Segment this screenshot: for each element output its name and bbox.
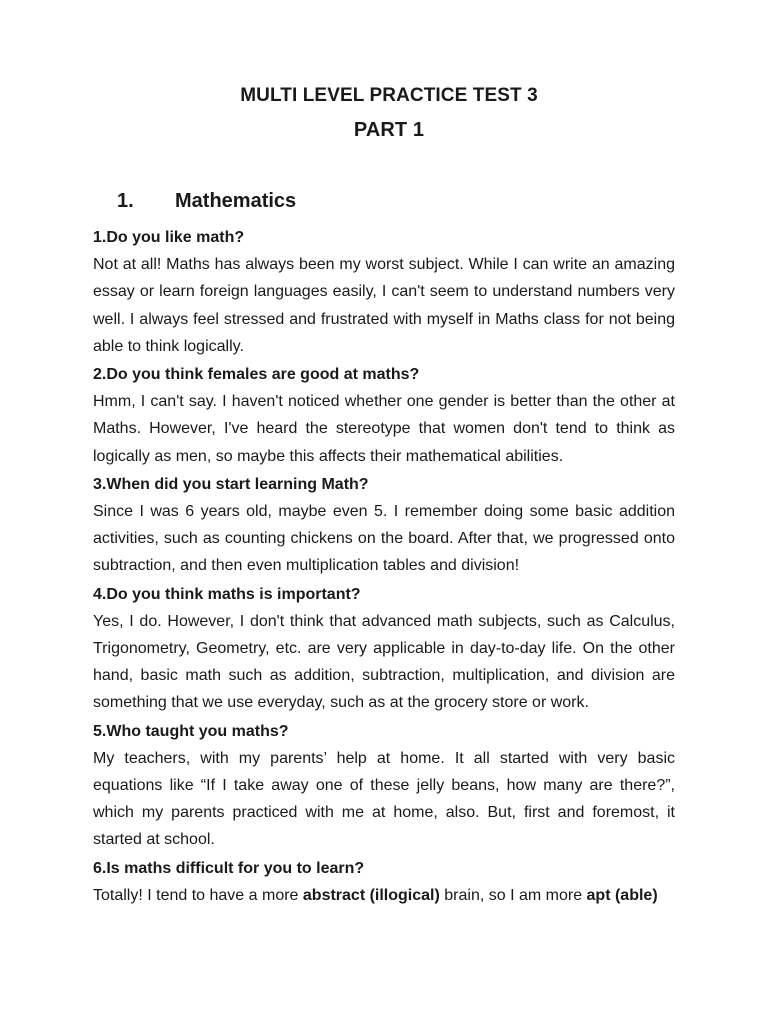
answer-text: brain, so I am more xyxy=(439,886,587,904)
qa-item xyxy=(93,718,675,854)
answer: My teachers, with my parents’ help at home. It all started with very basic equations like “If I take away one of these jelly beans, how many are there?”, which my parents practiced with me at home, also. But, first and foremost, it started at school. xyxy=(93,749,675,849)
qa-item xyxy=(93,361,675,470)
part-heading: PART 1 xyxy=(353,119,425,141)
vocab-term: abstract (illogical) xyxy=(302,886,440,904)
answer: Since I was 6 years old, maybe even 5. I remember doing some basic addition activities, such as counting chickens on the board. After that, we progressed onto subtraction, and then even multiplication tables and division! xyxy=(93,503,675,575)
qa-item xyxy=(93,855,675,909)
qa-item xyxy=(93,581,675,717)
test-title: MULTI LEVEL PRACTICE TEST 3 xyxy=(240,85,538,106)
answer: Hmm, I can't say. I haven't noticed whether one gender is better than the other at Maths. However, I've heard the stereotype that women don't tend to think as logically as men, so maybe this affects their mathematical abilities. xyxy=(93,393,675,465)
question: 2.Do you think females are good at maths? xyxy=(93,366,420,384)
question: 3.When did you start learning Math? xyxy=(93,475,369,493)
question: 5.Who taught you maths? xyxy=(93,722,289,740)
question: 4.Do you think maths is important? xyxy=(93,585,361,603)
section-name: Mathematics xyxy=(175,190,297,212)
answer: Not at all! Maths has always been my worst subject. While I can write an amazing essay or learn foreign languages easily, I can't seem to understand numbers very well. I always feel stressed and frustrated with myself in Maths class for not being able to think logically. xyxy=(93,256,675,355)
question: 6.Is maths difficult for you to learn? xyxy=(93,859,365,877)
answer: Yes, I do. However, I don't think that advanced math subjects, such as Calculus, Trigonometry, Geometry, etc. are very applicable in day-to-day life. On the other hand, basic math such as addition, subtraction, multiplication, and division are something that we use everyday, such as at the grocery store or work. xyxy=(93,612,675,712)
section-heading xyxy=(117,190,296,213)
answer xyxy=(93,882,675,909)
answer-text: Totally! I tend to have a more xyxy=(93,886,303,904)
section-number: 1. xyxy=(117,190,134,212)
question: 1.Do you like math? xyxy=(93,229,245,246)
qa-item xyxy=(93,224,675,360)
vocab-term: apt (able) xyxy=(586,886,658,904)
qa-item xyxy=(93,471,675,580)
qa-list xyxy=(93,224,675,909)
